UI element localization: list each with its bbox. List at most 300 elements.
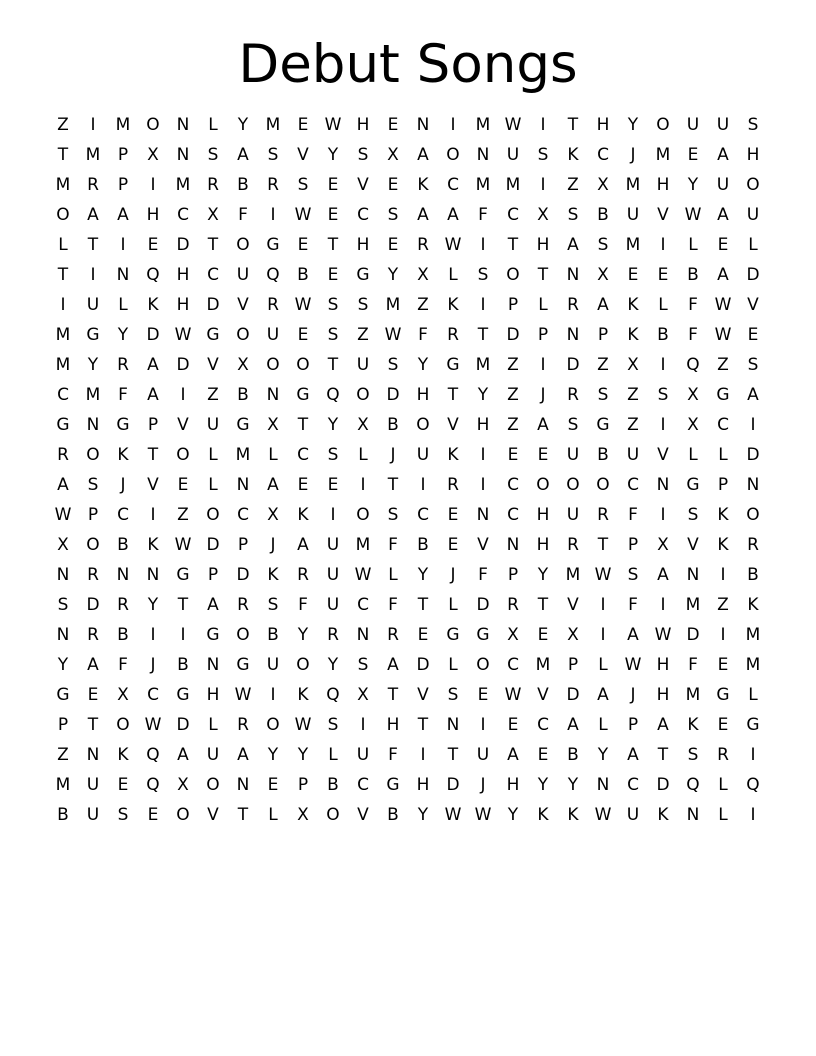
letter-cell[interactable]: H — [656, 685, 670, 705]
letter-cell[interactable]: T — [447, 385, 459, 405]
letter-cell[interactable]: V — [357, 175, 369, 195]
letter-cell[interactable]: B — [327, 775, 339, 795]
letter-cell[interactable]: S — [327, 325, 339, 345]
letter-cell[interactable]: L — [688, 235, 698, 255]
letter-cell[interactable]: P — [627, 535, 639, 555]
letter-cell[interactable]: B — [237, 175, 249, 195]
letter-cell[interactable]: K — [717, 505, 729, 525]
letter-cell[interactable]: X — [657, 535, 669, 555]
letter-cell[interactable]: H — [176, 265, 190, 285]
letter-cell[interactable]: U — [236, 265, 250, 285]
letter-cell[interactable]: T — [417, 595, 429, 615]
letter-cell[interactable]: V — [237, 295, 249, 315]
letter-cell[interactable]: I — [150, 505, 156, 525]
letter-cell[interactable]: S — [357, 655, 369, 675]
letter-cell[interactable]: X — [507, 625, 519, 645]
letter-cell[interactable]: H — [416, 385, 430, 405]
letter-cell[interactable]: W — [384, 325, 402, 345]
letter-cell[interactable]: B — [687, 265, 699, 285]
letter-cell[interactable]: G — [446, 355, 460, 375]
letter-cell[interactable]: X — [627, 355, 639, 375]
letter-cell[interactable]: I — [270, 205, 276, 225]
letter-cell[interactable]: P — [147, 415, 159, 435]
letter-cell[interactable]: O — [536, 475, 550, 495]
letter-cell[interactable]: R — [87, 565, 99, 585]
letter-cell[interactable]: Q — [686, 775, 700, 795]
letter-cell[interactable]: T — [597, 535, 609, 555]
letter-cell[interactable]: N — [356, 625, 370, 645]
letter-cell[interactable]: R — [447, 325, 459, 345]
letter-cell[interactable]: T — [147, 445, 159, 465]
letter-cell[interactable]: I — [540, 175, 546, 195]
letter-cell[interactable]: B — [597, 445, 609, 465]
letter-cell[interactable]: P — [117, 145, 129, 165]
letter-cell[interactable]: K — [267, 565, 279, 585]
letter-cell[interactable]: Y — [537, 775, 549, 795]
letter-cell[interactable]: S — [567, 415, 579, 435]
letter-cell[interactable]: I — [180, 385, 186, 405]
letter-cell[interactable]: M — [655, 145, 671, 165]
letter-cell[interactable]: C — [297, 445, 309, 465]
letter-cell[interactable]: Y — [387, 265, 399, 285]
letter-cell[interactable]: K — [417, 175, 429, 195]
letter-cell[interactable]: I — [720, 625, 726, 645]
letter-cell[interactable]: H — [386, 715, 400, 735]
letter-cell[interactable]: Q — [326, 685, 340, 705]
letter-cell[interactable]: N — [176, 145, 190, 165]
letter-cell[interactable]: C — [507, 475, 519, 495]
letter-cell[interactable]: A — [537, 415, 549, 435]
letter-cell[interactable]: L — [748, 235, 758, 255]
letter-cell[interactable]: Z — [627, 385, 639, 405]
letter-cell[interactable]: T — [447, 745, 459, 765]
letter-cell[interactable]: F — [688, 295, 698, 315]
letter-cell[interactable]: R — [237, 595, 249, 615]
letter-cell[interactable]: T — [327, 355, 339, 375]
letter-cell[interactable]: S — [447, 685, 459, 705]
letter-cell[interactable]: X — [597, 265, 609, 285]
letter-cell[interactable]: B — [597, 205, 609, 225]
letter-cell[interactable]: O — [236, 625, 250, 645]
letter-cell[interactable]: K — [117, 445, 129, 465]
letter-cell[interactable]: S — [477, 265, 489, 285]
letter-cell[interactable]: L — [448, 265, 458, 285]
letter-cell[interactable]: H — [746, 145, 760, 165]
letter-cell[interactable]: W — [144, 715, 162, 735]
letter-cell[interactable]: G — [296, 385, 310, 405]
letter-cell[interactable]: I — [330, 505, 336, 525]
letter-cell[interactable]: I — [480, 235, 486, 255]
letter-cell[interactable]: W — [174, 325, 192, 345]
letter-cell[interactable]: Y — [687, 175, 699, 195]
letter-cell[interactable]: F — [478, 565, 488, 585]
letter-cell[interactable]: Y — [417, 565, 429, 585]
letter-cell[interactable]: O — [146, 115, 160, 135]
letter-cell[interactable]: A — [627, 625, 639, 645]
letter-cell[interactable]: R — [567, 295, 579, 315]
letter-cell[interactable]: I — [480, 475, 486, 495]
letter-cell[interactable]: O — [86, 535, 100, 555]
letter-cell[interactable]: F — [388, 745, 398, 765]
letter-cell[interactable]: N — [476, 505, 490, 525]
letter-cell[interactable]: M — [85, 385, 101, 405]
letter-cell[interactable]: A — [597, 685, 609, 705]
letter-cell[interactable]: Z — [207, 385, 219, 405]
letter-cell[interactable]: N — [236, 775, 250, 795]
letter-cell[interactable]: N — [86, 745, 100, 765]
letter-cell[interactable]: H — [146, 205, 160, 225]
letter-cell[interactable]: V — [657, 205, 669, 225]
letter-cell[interactable]: A — [657, 565, 669, 585]
letter-cell[interactable]: O — [236, 235, 250, 255]
letter-cell[interactable]: W — [444, 235, 462, 255]
letter-cell[interactable]: W — [594, 805, 612, 825]
letter-cell[interactable]: U — [326, 535, 340, 555]
letter-cell[interactable]: A — [237, 745, 249, 765]
letter-cell[interactable]: B — [117, 535, 129, 555]
letter-cell[interactable]: U — [356, 355, 370, 375]
letter-cell[interactable]: N — [86, 415, 100, 435]
letter-cell[interactable]: H — [176, 295, 190, 315]
letter-cell[interactable]: Z — [717, 355, 729, 375]
letter-cell[interactable]: X — [267, 415, 279, 435]
letter-cell[interactable]: R — [747, 535, 759, 555]
letter-cell[interactable]: O — [236, 325, 250, 345]
letter-cell[interactable]: Y — [627, 115, 639, 135]
letter-cell[interactable]: E — [717, 655, 729, 675]
letter-cell[interactable]: W — [624, 655, 642, 675]
letter-cell[interactable]: O — [266, 715, 280, 735]
letter-cell[interactable]: C — [177, 205, 189, 225]
letter-cell[interactable]: V — [447, 415, 459, 435]
letter-cell[interactable]: T — [567, 115, 579, 135]
letter-cell[interactable]: E — [627, 265, 639, 285]
letter-cell[interactable]: F — [688, 325, 698, 345]
letter-cell[interactable]: X — [207, 205, 219, 225]
letter-cell[interactable]: P — [627, 715, 639, 735]
letter-cell[interactable]: C — [597, 145, 609, 165]
letter-cell[interactable]: N — [266, 385, 280, 405]
letter-cell[interactable]: F — [238, 205, 248, 225]
letter-cell[interactable]: S — [117, 805, 129, 825]
letter-cell[interactable]: T — [207, 235, 219, 255]
letter-cell[interactable]: U — [626, 805, 640, 825]
letter-cell[interactable]: I — [150, 175, 156, 195]
letter-cell[interactable]: M — [55, 355, 71, 375]
letter-cell[interactable]: W — [234, 685, 252, 705]
letter-cell[interactable]: X — [537, 205, 549, 225]
letter-cell[interactable]: H — [536, 535, 550, 555]
letter-cell[interactable]: X — [147, 145, 159, 165]
letter-cell[interactable]: B — [387, 415, 399, 435]
letter-cell[interactable]: E — [507, 715, 519, 735]
letter-cell[interactable]: W — [174, 535, 192, 555]
letter-cell[interactable]: L — [268, 805, 278, 825]
letter-cell[interactable]: N — [116, 565, 130, 585]
letter-cell[interactable]: A — [177, 745, 189, 765]
letter-cell[interactable]: E — [267, 775, 279, 795]
letter-cell[interactable]: E — [717, 235, 729, 255]
letter-cell[interactable]: P — [297, 775, 309, 795]
letter-cell[interactable]: G — [716, 685, 730, 705]
letter-cell[interactable]: L — [328, 745, 338, 765]
letter-cell[interactable]: E — [417, 625, 429, 645]
letter-cell[interactable]: H — [356, 235, 370, 255]
letter-cell[interactable]: J — [630, 145, 636, 165]
letter-cell[interactable]: L — [598, 715, 608, 735]
letter-cell[interactable]: D — [746, 445, 760, 465]
letter-cell[interactable]: P — [117, 175, 129, 195]
letter-cell[interactable]: C — [117, 505, 129, 525]
letter-cell[interactable]: M — [475, 175, 491, 195]
letter-cell[interactable]: D — [176, 355, 190, 375]
letter-cell[interactable]: R — [87, 175, 99, 195]
letter-cell[interactable]: B — [387, 805, 399, 825]
letter-cell[interactable]: A — [147, 355, 159, 375]
letter-cell[interactable]: O — [206, 505, 220, 525]
letter-cell[interactable]: W — [324, 115, 342, 135]
letter-cell[interactable]: T — [657, 745, 669, 765]
letter-cell[interactable]: S — [267, 145, 279, 165]
letter-cell[interactable]: T — [387, 685, 399, 705]
letter-cell[interactable]: I — [120, 235, 126, 255]
letter-cell[interactable]: Q — [686, 355, 700, 375]
letter-cell[interactable]: R — [447, 475, 459, 495]
letter-cell[interactable]: S — [747, 355, 759, 375]
letter-cell[interactable]: J — [390, 445, 396, 465]
letter-cell[interactable]: U — [746, 205, 760, 225]
letter-cell[interactable]: G — [86, 325, 100, 345]
letter-cell[interactable]: L — [748, 685, 758, 705]
letter-cell[interactable]: T — [57, 145, 69, 165]
letter-cell[interactable]: G — [56, 685, 70, 705]
letter-cell[interactable]: S — [657, 385, 669, 405]
letter-cell[interactable]: E — [537, 445, 549, 465]
letter-cell[interactable]: B — [57, 805, 69, 825]
letter-cell[interactable]: P — [507, 295, 519, 315]
letter-cell[interactable]: W — [294, 715, 312, 735]
letter-cell[interactable]: M — [55, 175, 71, 195]
letter-cell[interactable]: X — [687, 385, 699, 405]
letter-cell[interactable]: L — [118, 295, 128, 315]
letter-cell[interactable]: X — [417, 265, 429, 285]
letter-cell[interactable]: Y — [327, 415, 339, 435]
letter-cell[interactable]: R — [117, 595, 129, 615]
letter-cell[interactable]: Z — [417, 295, 429, 315]
letter-cell[interactable]: J — [450, 565, 456, 585]
letter-cell[interactable]: E — [297, 325, 309, 345]
letter-cell[interactable]: Z — [57, 745, 69, 765]
letter-cell[interactable]: S — [597, 385, 609, 405]
letter-cell[interactable]: C — [357, 595, 369, 615]
letter-cell[interactable]: F — [118, 385, 128, 405]
letter-cell[interactable]: K — [627, 325, 639, 345]
letter-cell[interactable]: G — [356, 265, 370, 285]
letter-cell[interactable]: H — [506, 775, 520, 795]
letter-cell[interactable]: I — [750, 745, 756, 765]
letter-cell[interactable]: A — [417, 145, 429, 165]
letter-cell[interactable]: A — [87, 655, 99, 675]
letter-cell[interactable]: R — [567, 535, 579, 555]
letter-cell[interactable]: C — [507, 655, 519, 675]
letter-cell[interactable]: Y — [327, 655, 339, 675]
letter-cell[interactable]: G — [596, 415, 610, 435]
letter-cell[interactable]: O — [566, 475, 580, 495]
letter-cell[interactable]: K — [687, 715, 699, 735]
letter-cell[interactable]: G — [56, 415, 70, 435]
letter-cell[interactable]: R — [507, 595, 519, 615]
letter-cell[interactable]: O — [206, 775, 220, 795]
letter-cell[interactable]: L — [208, 445, 218, 465]
letter-cell[interactable]: K — [297, 685, 309, 705]
letter-cell[interactable]: N — [206, 655, 220, 675]
letter-cell[interactable]: T — [387, 475, 399, 495]
letter-cell[interactable]: B — [237, 385, 249, 405]
letter-cell[interactable]: D — [566, 355, 580, 375]
letter-cell[interactable]: X — [357, 685, 369, 705]
letter-cell[interactable]: S — [597, 235, 609, 255]
letter-cell[interactable]: L — [658, 295, 668, 315]
letter-cell[interactable]: E — [447, 505, 459, 525]
letter-cell[interactable]: S — [207, 145, 219, 165]
letter-cell[interactable]: I — [420, 475, 426, 495]
letter-cell[interactable]: N — [56, 625, 70, 645]
letter-cell[interactable]: W — [714, 325, 732, 345]
letter-cell[interactable]: U — [206, 415, 220, 435]
letter-cell[interactable]: E — [477, 685, 489, 705]
letter-cell[interactable]: M — [235, 445, 251, 465]
letter-cell[interactable]: C — [537, 715, 549, 735]
letter-cell[interactable]: M — [625, 175, 641, 195]
letter-cell[interactable]: C — [147, 685, 159, 705]
letter-cell[interactable]: L — [388, 565, 398, 585]
letter-cell[interactable]: I — [750, 415, 756, 435]
letter-cell[interactable]: C — [507, 505, 519, 525]
letter-cell[interactable]: A — [627, 745, 639, 765]
letter-cell[interactable]: N — [236, 475, 250, 495]
letter-cell[interactable]: U — [266, 325, 280, 345]
letter-cell[interactable]: G — [206, 325, 220, 345]
letter-cell[interactable]: R — [267, 295, 279, 315]
letter-cell[interactable]: D — [416, 655, 430, 675]
letter-cell[interactable]: S — [567, 205, 579, 225]
letter-cell[interactable]: A — [507, 745, 519, 765]
letter-cell[interactable]: Y — [87, 355, 99, 375]
letter-cell[interactable]: M — [475, 355, 491, 375]
letter-cell[interactable]: V — [477, 535, 489, 555]
letter-cell[interactable]: N — [506, 535, 520, 555]
letter-cell[interactable]: O — [746, 505, 760, 525]
letter-cell[interactable]: F — [388, 595, 398, 615]
letter-cell[interactable]: S — [327, 295, 339, 315]
letter-cell[interactable]: L — [58, 235, 68, 255]
letter-cell[interactable]: E — [387, 175, 399, 195]
letter-cell[interactable]: P — [717, 475, 729, 495]
letter-cell[interactable]: S — [387, 505, 399, 525]
letter-cell[interactable]: C — [417, 505, 429, 525]
letter-cell[interactable]: I — [150, 625, 156, 645]
letter-cell[interactable]: V — [147, 475, 159, 495]
letter-cell[interactable]: D — [146, 325, 160, 345]
letter-cell[interactable]: D — [206, 295, 220, 315]
letter-cell[interactable]: Y — [147, 595, 159, 615]
letter-cell[interactable]: A — [57, 475, 69, 495]
letter-cell[interactable]: E — [717, 715, 729, 735]
letter-cell[interactable]: K — [117, 745, 129, 765]
letter-cell[interactable]: I — [180, 625, 186, 645]
letter-cell[interactable]: S — [387, 205, 399, 225]
letter-cell[interactable]: U — [86, 295, 100, 315]
letter-cell[interactable]: T — [87, 715, 99, 735]
letter-cell[interactable]: L — [208, 715, 218, 735]
letter-cell[interactable]: N — [746, 475, 760, 495]
letter-cell[interactable]: H — [596, 115, 610, 135]
letter-cell[interactable]: C — [717, 415, 729, 435]
letter-cell[interactable]: P — [207, 565, 219, 585]
letter-cell[interactable]: L — [718, 805, 728, 825]
letter-cell[interactable]: D — [236, 565, 250, 585]
letter-cell[interactable]: O — [656, 115, 670, 135]
letter-cell[interactable]: L — [688, 445, 698, 465]
letter-cell[interactable]: O — [116, 715, 130, 735]
letter-cell[interactable]: Z — [597, 355, 609, 375]
letter-cell[interactable]: Z — [717, 595, 729, 615]
letter-cell[interactable]: G — [116, 415, 130, 435]
letter-cell[interactable]: U — [566, 445, 580, 465]
letter-cell[interactable]: Z — [57, 115, 69, 135]
letter-cell[interactable]: G — [266, 235, 280, 255]
letter-cell[interactable]: K — [537, 805, 549, 825]
letter-cell[interactable]: E — [327, 475, 339, 495]
letter-cell[interactable]: I — [60, 295, 66, 315]
letter-cell[interactable]: L — [448, 595, 458, 615]
letter-cell[interactable]: K — [147, 535, 159, 555]
letter-cell[interactable]: B — [267, 625, 279, 645]
letter-cell[interactable]: U — [566, 505, 580, 525]
letter-cell[interactable]: X — [267, 505, 279, 525]
letter-cell[interactable]: N — [56, 565, 70, 585]
letter-cell[interactable]: I — [600, 625, 606, 645]
letter-cell[interactable]: N — [176, 115, 190, 135]
letter-cell[interactable]: P — [567, 655, 579, 675]
letter-cell[interactable]: K — [567, 145, 579, 165]
letter-cell[interactable]: P — [597, 325, 609, 345]
letter-cell[interactable]: G — [176, 685, 190, 705]
letter-cell[interactable]: A — [747, 385, 759, 405]
letter-cell[interactable]: A — [207, 595, 219, 615]
letter-cell[interactable]: O — [446, 145, 460, 165]
letter-cell[interactable]: Y — [57, 655, 69, 675]
letter-cell[interactable]: D — [566, 685, 580, 705]
letter-cell[interactable]: R — [117, 355, 129, 375]
letter-cell[interactable]: N — [566, 265, 580, 285]
letter-cell[interactable]: F — [628, 595, 638, 615]
letter-cell[interactable]: Y — [417, 805, 429, 825]
letter-cell[interactable]: V — [207, 355, 219, 375]
letter-cell[interactable]: A — [717, 205, 729, 225]
letter-cell[interactable]: U — [716, 115, 730, 135]
letter-cell[interactable]: V — [177, 415, 189, 435]
letter-cell[interactable]: Z — [357, 325, 369, 345]
letter-cell[interactable]: Y — [477, 385, 489, 405]
letter-cell[interactable]: A — [297, 535, 309, 555]
letter-cell[interactable]: P — [87, 505, 99, 525]
letter-cell[interactable]: T — [417, 715, 429, 735]
letter-cell[interactable]: D — [746, 265, 760, 285]
letter-cell[interactable]: Y — [327, 145, 339, 165]
letter-cell[interactable]: O — [476, 655, 490, 675]
letter-cell[interactable]: A — [237, 145, 249, 165]
